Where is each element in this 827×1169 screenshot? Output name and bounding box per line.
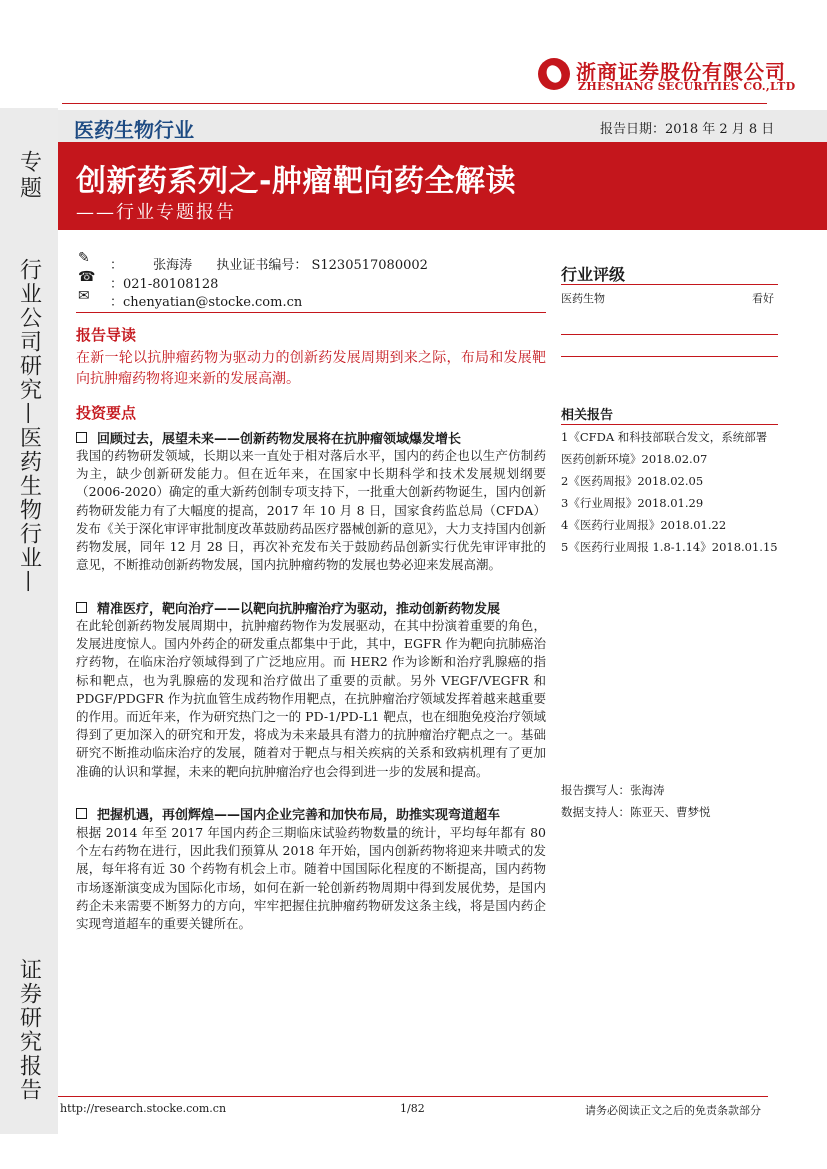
side-tag-bottom-text: 证券研究报告 [16,958,42,1102]
cert-number: S1230517080002 [311,258,428,273]
guide-heading: 报告导读 [76,326,137,344]
company-name-cn: 浙商证券股份有限公司 [576,60,786,84]
point-1-title-row [76,428,461,447]
analyst-name-prefix: ： [110,258,124,273]
rating-heading: 行业评级 [561,265,626,284]
point-1-body: 我国的药物研发领域，长期以来一直处于相对落后水平，国内的药企也以生产仿制药为主，缺少创新研发能力。但在近年来，在国家中长期科学和技术发展规划纲要（2006-2020）确定的重大新药创制专项支持下，一批重大创新药物诞生，国内创新药物研发能力有了大幅度的提高，2017 年 10 月 8 日，国家食药监总局（CFDA）发布《关于深化审评审批制度改革鼓励药品医疗器械创新的意见》，大力支持国内创新药物发展，同年 12 月 28 日，再次补充发布关于鼓励药品创新实行优先审评审批的意见，不断推动创新药物发展，国内抗肿瘤药物的发展也势必迎来发展高潮。 [76,448,546,573]
related-item-1-cont[interactable]: 医药创新环境》2018.02.07 [561,452,708,466]
company-name-en: ZHESHANG SECURITIES CO.,LTD [578,80,796,93]
checkbox-bullet-icon [76,808,87,819]
point-2-title: 精准医疗，靶向治疗——以靶向抗肿瘤治疗为驱动，推动创新药物发展 [97,602,501,617]
rating-rule-mid [561,334,778,335]
rating-value: 看好 [752,292,774,305]
cert-label: 执业证书编号： [216,258,308,273]
point-2-body: 在此轮创新药物发展周期中，抗肿瘤药物作为发展驱动，在其中扮演着重要的角色，发展进度惊人。国内外药企的研发重点都集中于此，其中，EGFR 作为靶向抗肺癌治疗药物，在临床治疗领域得到了广泛地应用。而 HER2 作为诊断和治疗乳腺癌的指标和靶点，也为乳腺癌的发现和治疗做出了重要的贡献。另外 VEGF/VEGFR 和 PDGF/PDGFR 作为抗血管生成药物作用靶点，在抗肿瘤治疗领域发挥着越来越重要的作用。而近年来，作为研究热门之一的 PD-1/PD-L1 靶点，也在细胞免疫治疗领域得到了更加深入的研究和开发，将成为未来最具有潜力的抗肿瘤治疗靶点之一。基础研究不断推动临床治疗的发展，随着对于靶点与相关疾病的关系和致病机理有了更加准确的认识和掌握，未来的靶向抗肿瘤治疗也会得到进一步的发展和提高。 [76,618,546,779]
report-subtitle: ——行业专题报告 [76,202,236,223]
data-support: 数据支持人：陈亚天、曹梦悦 [561,805,711,819]
related-heading: 相关报告 [561,408,614,423]
rating-rule-bottom [561,356,778,357]
related-item-2[interactable]: 2《医药周报》2018.02.05 [561,474,704,488]
checkbox-bullet-icon [76,602,87,613]
point-3-title: 把握机遇，再创辉煌——国内企业完善和加快布局，助推实现弯道超车 [97,808,501,823]
header-rule [62,103,767,104]
footer-rule [58,1096,768,1097]
point-3-title-row [76,804,500,823]
analyst-name: 张海涛 [153,258,193,273]
company-logo [538,58,570,90]
rating-rule-top [561,284,778,285]
checkbox-bullet-icon [76,432,87,443]
guide-text: 在新一轮以抗肿瘤药物为驱动力的创新药发展周期到来之际，布局和发展靶向抗肿瘤药物将迎来新的发展高潮。 [76,350,546,387]
footer-disclaimer: 请务必阅读正文之后的免责条款部分 [585,1104,761,1117]
point-3-body: 根据 2014 年至 2017 年国内药企三期临床试验药物数量的统计，平均每年都有 80 个左右药物在进行，因此我们预算从 2018 年开始，国内创新药物将迎来井喷式的发展，每年将有近 30 个药物有机会上市。随着中国国际化程度的不断提高，国内药物市场逐渐演变成为国际化市场，如何在新一轮创新药物周期中得到发展优势，是国内药企未来需要不断努力的方向，牢牢把握住抗肿瘤药物研发这条主线，将是国内药企实现弯道超车的重要关键所在。 [76,825,546,932]
side-tag-top [0,150,58,202]
point-1-title: 回顾过去，展望未来——创新药物发展将在抗肿瘤领域爆发增长 [97,432,462,447]
pen-icon: ✎ [78,250,90,266]
rating-sector: 医药生物 [561,292,605,305]
page-number: 1/82 [400,1102,425,1115]
phone-icon: ☎ [78,269,96,285]
investment-heading: 投资要点 [76,404,137,422]
point-2-title-row [76,598,500,617]
analyst-email[interactable]: ：chenyatian@stocke.com.cn [110,295,303,310]
industry-label: 医药生物行业 [74,118,194,142]
report-title: 创新药系列之-肿瘤靶向药全解读 [76,164,516,199]
related-rule [561,424,778,425]
contact-rule [76,312,546,313]
related-item-3[interactable]: 3《行业周报》2018.01.29 [561,496,704,510]
report-writer: 报告撰写人：张海涛 [561,783,665,797]
related-item-1[interactable]: 1《CFDA 和科技部联合发文，系统部署 [561,430,768,444]
side-tag-middle [0,258,58,594]
related-item-5[interactable]: 5《医药行业周报 1.8-1.14》2018.01.15 [561,540,778,554]
side-tag-middle-text: 行业公司研究—医药生物行业— [16,258,42,594]
report-date: 报告日期：2018 年 2 月 8 日 [600,122,775,137]
side-tag-bottom [0,958,58,1102]
related-item-4[interactable]: 4《医药行业周报》2018.01.22 [561,518,727,532]
analyst-phone: ：021-80108128 [110,277,219,292]
mail-icon: ✉ [78,288,90,304]
analyst-line [110,254,428,273]
footer-url[interactable]: http://research.stocke.com.cn [60,1102,227,1115]
side-tag-top-text: 专题 [16,150,42,202]
